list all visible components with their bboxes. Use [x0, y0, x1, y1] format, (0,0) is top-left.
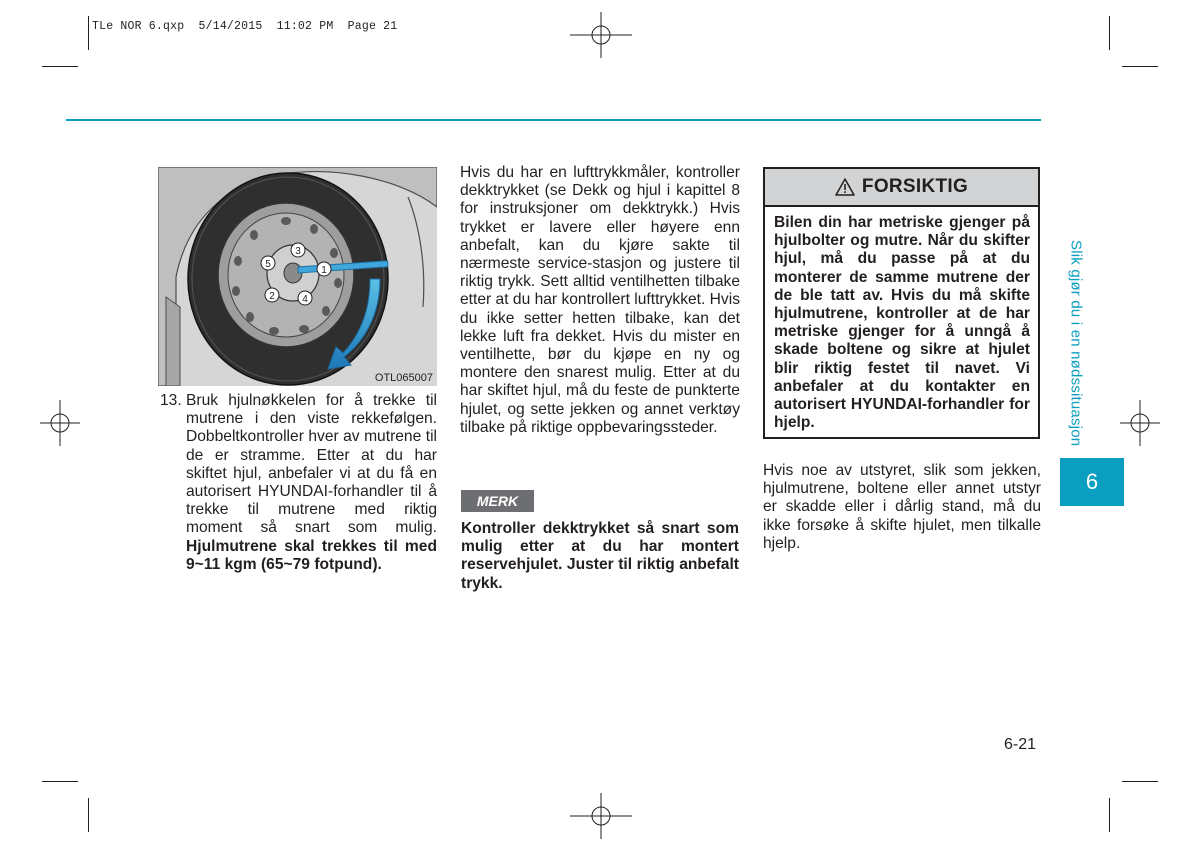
nut-label-2: 2 [269, 291, 275, 302]
column-middle-paragraph: Hvis du har en lufttrykkmåler, kontroller dekktrykket (se Dekk og hjul i kapittel 8 for instruksjoner om dekktrykk.) Hvis trykket er lavere eller høyere enn anbefalt, kan du kjøre sakte til nærmeste service-stasjon og justere til riktig trykk. Sett alltid ventilhetten tilbake etter at du har kontrollert lufttrykket. Hvis du ikke setter hetten tilbake, kan det lekke luft fra dekket. Hvis du mister en ventilhette, bør du kjøpe en ny og montere den snarest mulig. Etter at du har skiftet hjul, må du feste de punkterte hjulet, og sette jekken og annet verktøy tilbake på riktige oppbevaringssteder. [460, 164, 740, 436]
column-right-paragraph: Hvis noe av utstyret, slik som jekken, hjulmutrene, boltene eller annet utstyr er skadde eller i dårlig stand, må du ikke forsøke å skifte hjulet, men tilkalle hjelp. [763, 462, 1041, 552]
caution-box [763, 167, 1040, 439]
registration-mark-top [570, 12, 632, 58]
wheel-figure [158, 167, 437, 386]
nut-label-5: 5 [265, 259, 271, 270]
wheel-illustration [158, 167, 437, 386]
list-item-bold-text: Hjulmutrene skal trekkes til med 9~11 kgm (65~79 fotpund). [186, 537, 437, 573]
chapter-tab: 6 [1060, 458, 1124, 506]
registration-mark-left [40, 400, 80, 446]
page-number: 6-21 [1004, 736, 1037, 753]
column-left [160, 392, 437, 574]
printer-slug: TLe NOR 6.qxp 5/14/2015 11:02 PM Page 21 [92, 20, 398, 33]
header-rule [66, 119, 1041, 121]
caution-title: FORSIKTIG [861, 176, 969, 197]
warning-triangle-icon [835, 178, 855, 196]
figure-code: OTL065007 [374, 372, 433, 384]
list-item-body [186, 392, 437, 574]
list-item [160, 392, 437, 574]
registration-mark-right [1120, 400, 1160, 446]
merk-text: Kontroller dekktrykket så snart som mulig etter at du har montert reservehjulet. Juster til riktig anbefalt trykk. [461, 520, 739, 592]
caution-text: Bilen din har metriske gjenger på hjulbolter og mutre. Når du skifter hjul, må du passe på at du monterer de samme mutrene der de ble tatt av. Hvis du må skifte hjulmutrene, kontroller at de har metriske gjenger for å unngå å skade boltene og sikre at hjulet blir riktig festet til navet. Vi anbefaler at du kontakter en autorisert HYUNDAI-forhandler for hjelp. [774, 214, 1030, 432]
nut-label-3: 3 [295, 246, 301, 257]
list-item-number: 13. [160, 392, 182, 409]
registration-mark-bottom [570, 793, 632, 839]
nut-label-1: 1 [321, 265, 327, 276]
section-title-vertical [1056, 240, 1096, 455]
nut-label-4: 4 [302, 294, 308, 305]
caution-header [765, 169, 1038, 207]
list-item-text: Bruk hjulnøkkelen for å trekke til mutrene i den viste rekkefølgen. Dobbeltkontroller hver av mutrene til de er stramme. Etter at du har skiftet hjul, anbefaler vi at du få en autorisert HYUNDAI-forhandler til å trekke til mutrene med riktig moment så snart som mulig. [186, 392, 437, 537]
merk-badge: MERK [461, 490, 534, 512]
section-title: Slik gjør du i en nødssituasjon [1067, 240, 1085, 447]
